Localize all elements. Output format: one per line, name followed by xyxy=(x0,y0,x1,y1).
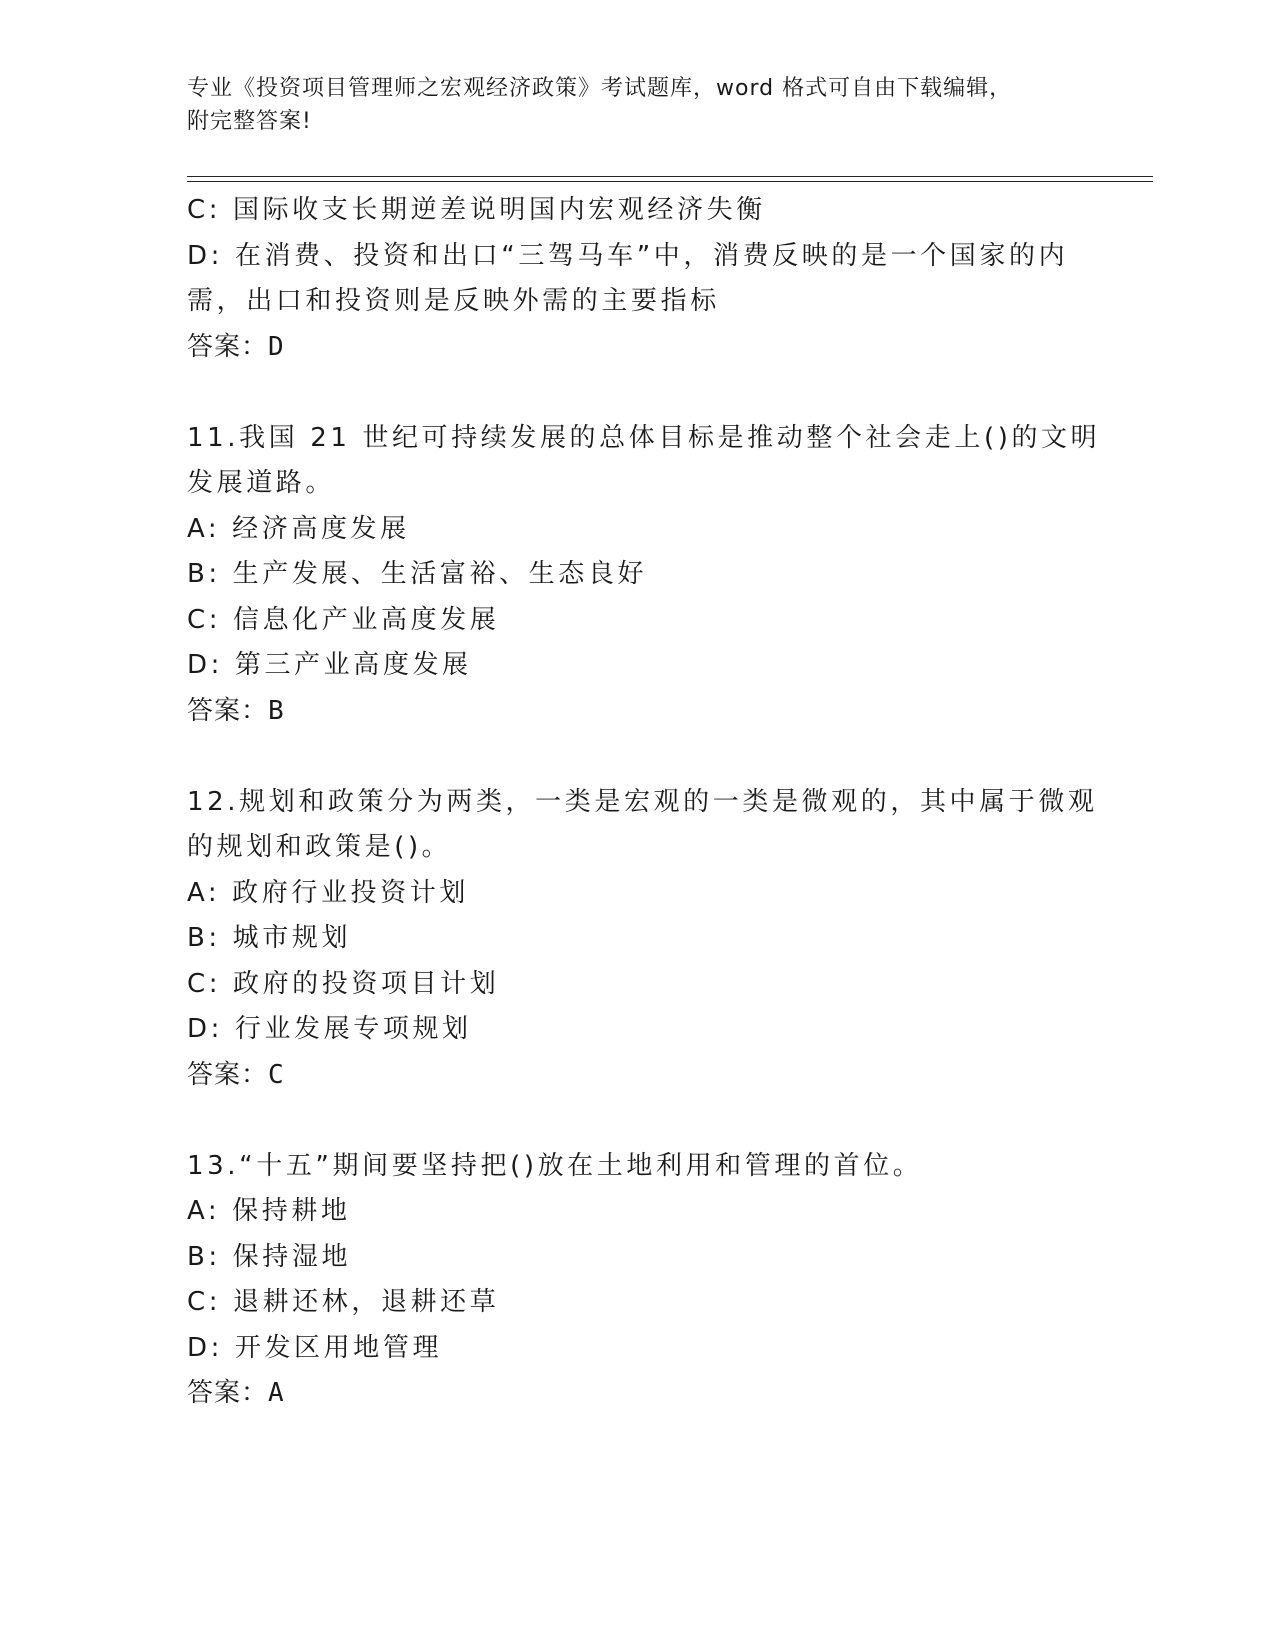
option-a: A: 经济高度发展 xyxy=(187,513,410,544)
header-divider-top xyxy=(187,176,1153,177)
answer-label: 答案： xyxy=(187,331,269,362)
option-d: D: 开发区用地管理 xyxy=(187,1332,443,1363)
previous-question-tail xyxy=(187,188,1087,370)
answer-value: B xyxy=(268,695,285,726)
question-12 xyxy=(187,780,1098,1099)
option-d: D: 第三产业高度发展 xyxy=(187,650,472,680)
answer-value: A xyxy=(268,1378,285,1408)
spacer xyxy=(187,370,1087,416)
option-d-line-2: 需，出口和投资则是反映外需的主要指标 xyxy=(187,286,720,316)
spacer xyxy=(187,1098,1087,1144)
option-c: C: 信息化产业高度发展 xyxy=(187,604,500,635)
question-11 xyxy=(187,416,1101,735)
question-stem-line-2: 发展道路。 xyxy=(187,468,336,498)
question-13 xyxy=(187,1144,1087,1417)
answer xyxy=(187,325,1087,371)
answer-label: 答案： xyxy=(187,1378,269,1408)
answer-label: 答案： xyxy=(187,1059,269,1090)
option-a: A: 政府行业投资计划 xyxy=(187,877,469,908)
header-divider-bottom xyxy=(187,181,1153,182)
question-list xyxy=(187,188,1101,1417)
option-c: C: 退耕还林，退耕还草 xyxy=(187,1287,500,1317)
option-b: B: 保持湿地 xyxy=(187,1241,352,1272)
answer xyxy=(187,689,1087,735)
spacer xyxy=(187,734,1087,780)
answer xyxy=(187,1053,1087,1099)
document-header xyxy=(187,72,1087,138)
option-b: B: 生产发展、生活富裕、生态良好 xyxy=(187,559,648,589)
header-line-1: 专业《投资项目管理师之宏观经济政策》考试题库，word 格式可自由下载编辑， xyxy=(187,76,1013,101)
question-stem-line-1: 12.规划和政策分为两类，一类是宏观的一类是微观的，其中属于微观 xyxy=(187,786,1098,817)
answer-label: 答案： xyxy=(187,695,269,726)
option-c: C: 政府的投资项目计划 xyxy=(187,968,500,999)
question-stem-line-1: 13.“十五”期间要坚持把()放在土地利用和管理的首位。 xyxy=(187,1150,923,1181)
option-d-line-1: D: 在消费、投资和出口“三驾马车”中，消费反映的是一个国家的内 xyxy=(187,240,1069,271)
answer-value: D xyxy=(268,331,285,362)
question-stem-line-1: 11.我国 21 世纪可持续发展的总体目标是推动整个社会走上()的文明 xyxy=(187,422,1101,453)
option-d: D: 行业发展专项规划 xyxy=(187,1014,472,1044)
answer xyxy=(187,1371,1087,1417)
option-c: C: 国际收支长期逆差说明国内宏观经济失衡 xyxy=(187,195,766,225)
option-a: A: 保持耕地 xyxy=(187,1196,351,1226)
answer-value: C xyxy=(268,1059,285,1090)
question-stem-line-2: 的规划和政策是()。 xyxy=(187,832,452,862)
header-line-2: 附完整答案! xyxy=(187,109,312,134)
option-b: B: 城市规划 xyxy=(187,923,352,953)
